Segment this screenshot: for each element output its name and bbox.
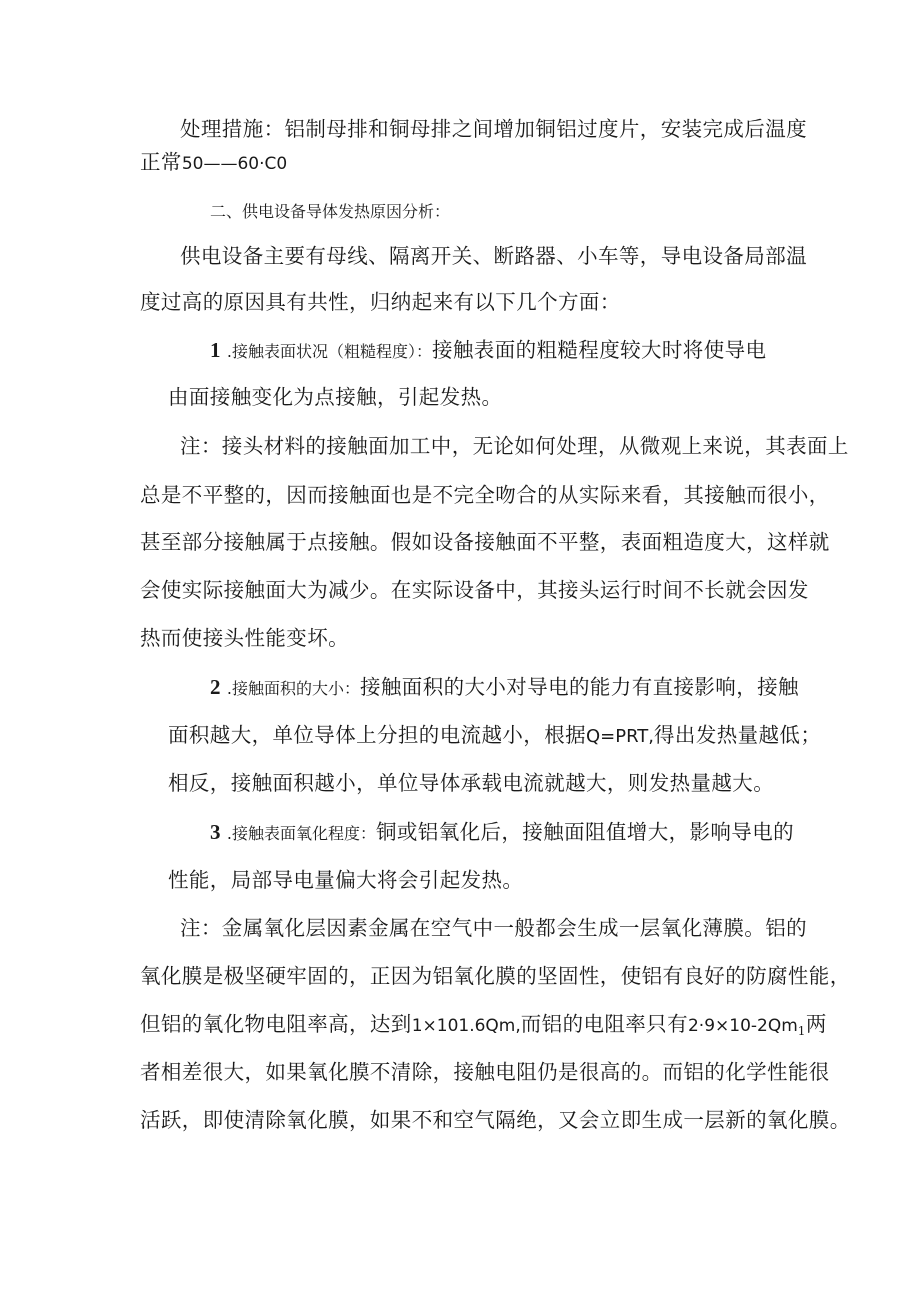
alumina-resistivity: 1×101.6Qm, bbox=[411, 1016, 521, 1036]
note2-text-6: 者相差很大，如果氧化膜不清除，接触电阻仍是很高的。而铝的化学性能很 bbox=[140, 1060, 830, 1084]
item3-title: .接触表面氧化程度： bbox=[226, 824, 376, 843]
item3-number: 3 bbox=[210, 820, 221, 844]
note2-text-2: 氧化膜是极坚硬牢固的，正因为铝氧化膜的坚固性，使铝有良好的防腐性能， bbox=[140, 964, 851, 988]
note2-text-4: 而铝的电阻率只有 bbox=[520, 1012, 688, 1036]
item2-line-1 bbox=[210, 673, 799, 703]
treatment-line-1 bbox=[180, 115, 807, 143]
note1-line-1 bbox=[180, 432, 849, 460]
item3-line-2 bbox=[168, 866, 523, 894]
item1-text-2: 由面接触变化为点接触，引起发热。 bbox=[168, 385, 503, 409]
intro-line-2 bbox=[140, 288, 621, 316]
note2-text-7: 活跃，即使清除氧化膜，如果不和空气隔绝，又会立即生成一层新的氧化膜。 bbox=[140, 1108, 851, 1132]
item1-line-2 bbox=[168, 383, 502, 411]
item2-line-2 bbox=[168, 721, 821, 751]
note1-text-4: 会使实际接触面大为减少。在实际设备中，其接头运行时间不长就会因发 bbox=[140, 578, 809, 602]
resistivity-subscript: 1 bbox=[797, 1024, 806, 1038]
heat-formula: Q=PRT, bbox=[586, 726, 655, 747]
note2-text-1: 注：金属氧化层因素金属在空气中一般都会生成一层氧化薄膜。铝的 bbox=[180, 916, 807, 940]
note1-text-5: 热而使接头性能变坏。 bbox=[140, 626, 349, 650]
note2-line-2 bbox=[140, 962, 851, 990]
item1-line-1 bbox=[210, 336, 766, 366]
note1-text-2: 总是不平整的，因而接触面也是不完全吻合的从实际来看，其接触而很小， bbox=[140, 483, 830, 507]
item3-text-2: 性能，局部导电量偏大将会引起发热。 bbox=[168, 868, 524, 892]
note1-line-4 bbox=[140, 576, 809, 604]
note1-line-5 bbox=[140, 624, 349, 652]
note1-line-3 bbox=[140, 528, 830, 556]
note2-line-1 bbox=[180, 914, 807, 942]
item2-text-3: 得出发热量越低； bbox=[654, 723, 822, 747]
item3-text-1: 铜或铝氧化后，接触面阻值增大，影响导电的 bbox=[376, 820, 794, 844]
item1-title: .接触表面状况（粗糙程度）： bbox=[226, 342, 432, 361]
note1-text-1: 注：接头材料的接触面加工中，无论如何处理，从微观上来说，其表面上 bbox=[180, 434, 849, 458]
item2-text-2: 面积越大，单位导体上分担的电流越小，根据 bbox=[168, 723, 586, 747]
aluminum-resistivity: 2·9×10-2Qm bbox=[687, 1016, 798, 1036]
item2-number: 2 bbox=[210, 675, 221, 699]
note2-text-5: 两 bbox=[805, 1012, 827, 1036]
item2-text-1: 接触面积的大小对导电的能力有直接影响，接触 bbox=[360, 675, 799, 699]
note2-line-5 bbox=[140, 1106, 851, 1134]
note2-text-3: 但铝的氧化物电阻率高，达到 bbox=[140, 1012, 412, 1036]
item1-text-1: 接触表面的粗糙程度较大时将使导电 bbox=[432, 338, 767, 362]
item2-line-3 bbox=[168, 769, 774, 797]
item2-text-4: 相反，接触面积越小，单位导体承载电流就越大，则发热量越大。 bbox=[168, 771, 775, 795]
item1-number: 1 bbox=[210, 338, 221, 362]
treatment-normal-label: 正常 bbox=[140, 150, 182, 174]
intro-text-2: 度过高的原因具有共性，归纳起来有以下几个方面： bbox=[140, 290, 621, 314]
note1-text-3: 甚至部分接触属于点接触。假如设备接触面不平整，表面粗造度大，这样就 bbox=[140, 530, 830, 554]
item2-title: .接触面积的大小： bbox=[226, 679, 360, 698]
treatment-text: 处理措施：铝制母排和铜母排之间增加铜铝过度片，安装完成后温度 bbox=[180, 117, 807, 141]
item3-line-1 bbox=[210, 818, 794, 848]
temperature-range: 50——60·C0 bbox=[181, 154, 288, 174]
section-heading bbox=[210, 198, 450, 226]
note2-line-3 bbox=[140, 1010, 827, 1045]
intro-line-1 bbox=[180, 242, 807, 270]
note1-line-2 bbox=[140, 481, 830, 509]
treatment-line-2 bbox=[140, 148, 287, 178]
intro-text-1: 供电设备主要有母线、隔离开关、断路器、小车等，导电设备局部温 bbox=[180, 244, 807, 268]
section-heading-text: 二、供电设备导体发热原因分析： bbox=[210, 202, 451, 221]
note2-line-4 bbox=[140, 1058, 830, 1086]
